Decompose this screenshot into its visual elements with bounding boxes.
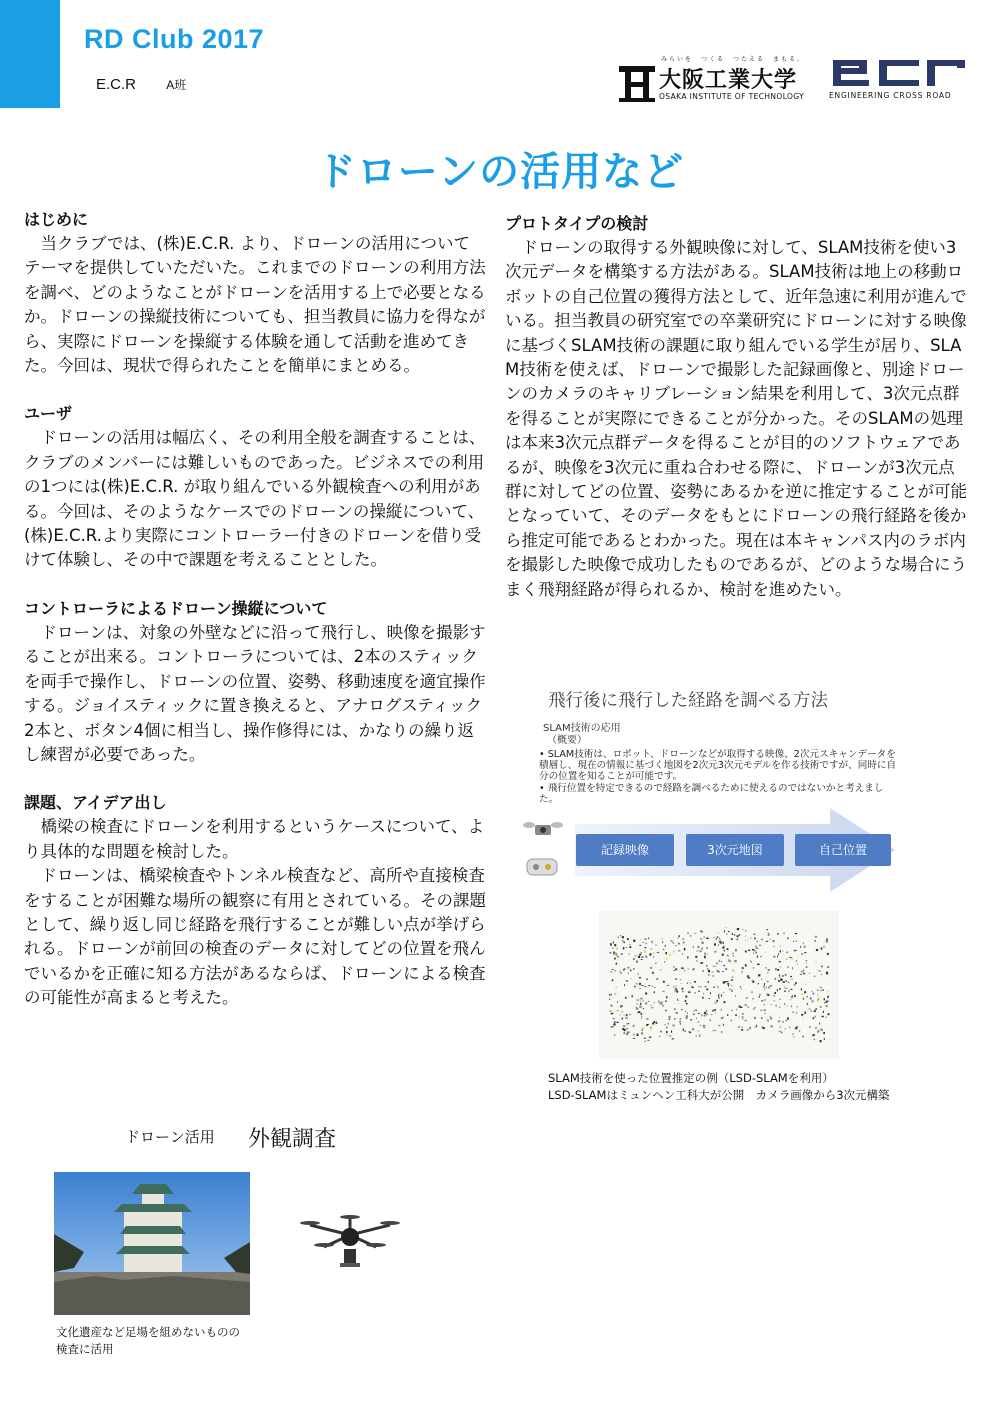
slam-overview-text: （概要） — [547, 735, 587, 746]
section-intro — [24, 208, 486, 378]
oit-logo — [617, 56, 807, 104]
section-body: ドローンの活用は幅広く、その利用全般を調査することは、クラブのメンバーには難しいものであった。ビジネスでの利用の1つには(株)E.C.R. が取り組んでいる外観検査への利用がある。今回は、そのようなケースでのドローンの操縦について、(株)E.C.R.より実際にコントローラー付きのドローンを借り受けて体験し、その中で課題を考えることとした。 — [24, 428, 486, 570]
section-heading: コントローラによるドローン操縦について — [24, 598, 328, 618]
section-heading: はじめに — [24, 210, 89, 229]
section-issues — [24, 791, 486, 1010]
section-heading: プロトタイプの検討 — [505, 214, 649, 233]
section-heading: 課題、アイデア出し — [24, 793, 167, 813]
slam-figure-caption: SLAM技術を使った位置推定の例（LSD-SLAMを利用） LSD-SLAMはミュンヘン工科大が公開 カメラ画像から3次元構築 — [548, 1071, 890, 1102]
section-heading: ユーザ — [24, 404, 73, 424]
ecr-wordmark-icon — [829, 52, 969, 90]
club-title: RD Club 2017 — [84, 24, 265, 54]
slam-bullet-2: • 飛行位置を特定できるので経路を調べるために使えるのではないかと考えました。 — [539, 783, 884, 805]
header-accent-bar — [0, 0, 60, 108]
section-body: 当クラブでは、(株)E.C.R. より、ドローンの活用についてテーマを提供していただいた。これまでのドローンの利用方法を調べ、どのようなことがドローンを活用する上で必要となるか。ドローンの操縦技術についても、担当教員に協力を得ながら、実際にドローンを操縦する体験を通して活動を進めてきた。今回は、現状で得られたことを簡単にまとめる。 — [24, 234, 486, 376]
left-column — [24, 208, 486, 1035]
team-name — [96, 76, 186, 93]
page-title: ドローンの活用など — [315, 149, 685, 195]
section-body: ドローンの取得する外観映像に対して、SLAM技術を使い3次元データを構築する方法がある。SLAM技術は地上の移動ロボットの自己位置の獲得方法として、近年急速に利用が進んでいる。担当教員の研究室での卒業研究にドローンに対する映像に基づくSLAM技術の課題に取り組んでいる学生が居り、SLAM技術を使えば、ドローンで撮影した記録画像と、別途ドローンのカメラのキャリブレーション結果を利用して、3次元点群を得ることが実際にできることが分かった。そのSLAMの処理は本来3次元点群データを得ることが目的のソフトウェアであるが、映像を3次元に重ね合わせる際に、ドローンが3次元点群に対してどの位置、姿勢にあるかを逆に推定することが可能となっていて、そのデータをもとにドローンの飛行経路を後から推定可能であるとわかった。現在は本キャンパス内のラボ内を撮影した映像で成功したものであるが、どのような場合にうまく飛翔経路が得られるか、検討を進めたい。 — [505, 238, 967, 599]
small-drone-icon — [523, 819, 563, 839]
team-name-text: E.C.R — [96, 76, 137, 93]
slam-point-cloud-image — [599, 911, 839, 1059]
oit-tagline: みらいを つくる つたえる まもる。 — [661, 56, 806, 63]
flow-box-3d-map: 3次元地図 — [686, 834, 784, 866]
right-column — [505, 212, 971, 602]
section-user — [24, 402, 486, 572]
section-controller — [24, 597, 486, 767]
slam-bullet-1: • SLAM技術は、ロボット、ドローンなどが取得する映像、2次元スキャンデータを積層し、現在の情報に基づく地図を2次元3次元モデルを作る技術ですが、同時に自分の位置を知ることが可能です。 — [539, 749, 897, 782]
drone-usage-caption: 文化遺産など足場を組めないものの 検査に活用 — [56, 1325, 240, 1356]
drone-usage-label: ドローン活用 — [125, 1128, 215, 1146]
drone-usage-big-label: 外観調査 — [248, 1127, 337, 1152]
ecr-name-en: ENGINEERING CROSS ROAD — [829, 91, 952, 100]
section-body: ドローンは、対象の外壁などに沿って飛行し、映像を撮影することが出来る。コントローラについては、2本のスティックを両手で操作し、ドローンの位置、姿勢、移動速度を適宜操作する。ジョイスティックに置き換えると、アナログスティック2本と、ボタン4個に相当し、操作修得には、かなりの繰り返し練習が必要であった。 — [24, 622, 486, 764]
flow-box-video: 記録映像 — [576, 834, 674, 866]
flow-box-self-position: 自己位置 — [795, 834, 891, 866]
oit-name-jp: 大阪工業大学 — [659, 68, 798, 93]
slam-subtitle-text: SLAM技術の応用 — [543, 723, 621, 734]
ecr-logo — [829, 52, 979, 104]
oit-name-en: OSAKA INSTITUTE OF TECHNOLOGY — [659, 92, 805, 101]
castle-photo — [54, 1172, 250, 1315]
section-body: 橋梁の検査にドローンを利用するというケースについて、より具体的な問題を検討した。 ドローンは、橋梁検査やトンネル検査など、高所や直接検査をすることが困難な場所の観察に有用とされている。その課題として、繰り返し同じ経路を飛行することが難しい点が挙げられる。ドローンが前回の検査のデータに対してどの位置を飛んでいるかを正確に知る方法があるならば、ドローンによる検査の可能性が高まると考えた。 — [24, 817, 486, 1008]
oit-emblem-icon — [617, 60, 657, 104]
slam-subtitle — [543, 723, 621, 747]
drone-controller-icon — [523, 853, 561, 879]
drone-photo — [300, 1205, 400, 1275]
team-group: A班 — [166, 78, 187, 92]
slam-figure-title: 飛行後に飛行した経路を調べる方法 — [548, 691, 828, 711]
